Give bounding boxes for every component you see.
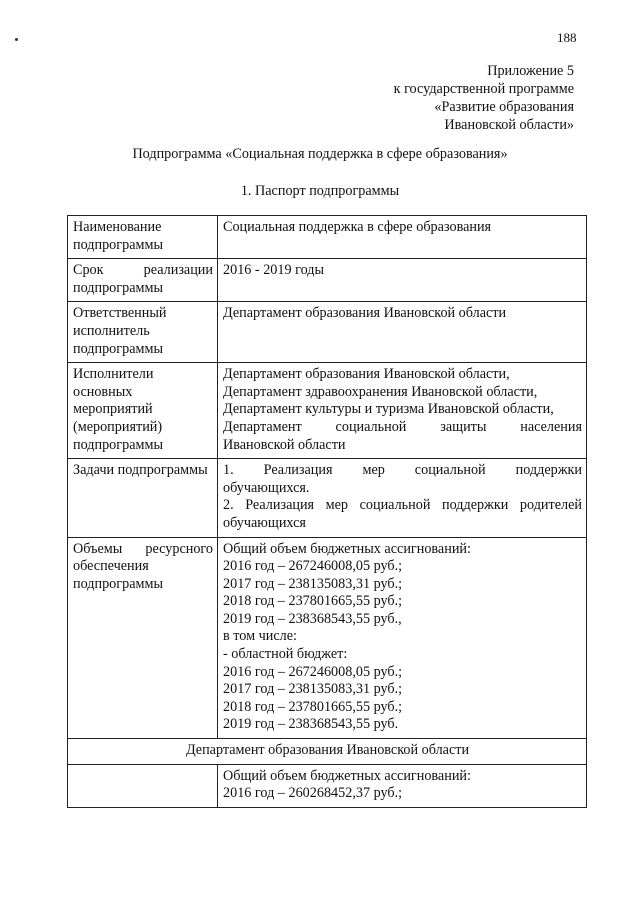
department-header-cell <box>68 739 587 765</box>
annex-line-2: к государственной программе <box>393 81 574 97</box>
subprogram-title: Подпрограмма «Социальная поддержка в сфере образования» <box>132 146 508 162</box>
funding-regional-2018: 2018 год – 237801665,55 руб.; <box>223 698 403 715</box>
table-row-department-header <box>68 739 587 765</box>
term-label-word-1: Срок <box>73 262 104 279</box>
funding-total-2017: 2017 год – 238135083,31 руб.; <box>223 575 403 592</box>
executors-label-line-5: подпрограммы <box>73 436 163 453</box>
table-row-tasks <box>68 459 587 537</box>
funding-label-line-1 <box>73 541 213 559</box>
annex-line-3: «Развитие образования <box>434 99 574 115</box>
annex-header <box>394 62 574 134</box>
funding-label-line-3: подпрограммы <box>73 575 163 592</box>
responsible-label-line-3: подпрограммы <box>73 340 163 357</box>
funding-regional-label: - областной бюджет: <box>223 646 348 663</box>
term-label-cell <box>68 259 218 302</box>
scan-speck <box>15 38 18 41</box>
term-value-cell <box>218 259 587 302</box>
funding-regional-2017: 2017 год – 238135083,31 руб.; <box>223 681 403 698</box>
tasks-label-cell <box>68 459 218 537</box>
responsible-label-line-1: Ответственный <box>73 305 167 322</box>
funding-including: в том числе: <box>223 628 297 645</box>
funding-value-cell <box>218 537 587 739</box>
passport-title: 1. Паспорт подпрограммы <box>240 183 400 199</box>
term-label-line-2: подпрограммы <box>73 279 163 296</box>
term-label-line-1 <box>73 262 213 280</box>
executors-label-line-4: (мероприятий) <box>73 418 163 435</box>
executors-label-cell <box>68 363 218 459</box>
executors-value-line-4: Департамент социальной защиты населения <box>223 418 582 435</box>
executors-value-cell <box>218 363 587 459</box>
funding-label-line-2: обеспечения <box>73 558 149 575</box>
funding-total-2018: 2018 год – 237801665,55 руб.; <box>223 593 403 610</box>
department-total-label: Общий объем бюджетных ассигнований: <box>223 767 471 784</box>
term-value: 2016 - 2019 годы <box>223 262 325 279</box>
funding-label-word-1: Объемы <box>73 540 123 557</box>
funding-total-2019: 2019 год – 238368543,55 руб., <box>223 610 402 627</box>
tasks-value-cell <box>218 459 587 537</box>
executors-value-line-2: Департамент здравоохранения Ивановской области, <box>223 383 538 400</box>
executors-label-line-1: Исполнители <box>73 366 154 383</box>
page-number: 188 <box>557 30 577 45</box>
department-total-2016: 2016 год – 260268452,37 руб.; <box>223 785 403 802</box>
responsible-label-cell <box>68 302 218 363</box>
department-label-cell <box>68 764 218 807</box>
table-row-executors <box>68 363 587 459</box>
table-row-responsible <box>68 302 587 363</box>
department-header: Департамент образования Ивановской области <box>185 742 470 759</box>
executors-value-line-1: Департамент образования Ивановской области, <box>223 366 510 383</box>
table-row-term <box>68 259 587 302</box>
name-label-cell <box>68 216 218 259</box>
name-value: Социальная поддержка в сфере образования <box>223 219 492 235</box>
table-row-department <box>68 764 587 807</box>
annex-line-4: Ивановской области» <box>444 117 574 133</box>
passport-table <box>67 215 587 808</box>
responsible-value-cell <box>218 302 587 363</box>
name-label-line-1: Наименование <box>73 219 162 235</box>
executors-label-line-2: основных <box>73 383 133 400</box>
name-value-cell <box>218 216 587 259</box>
funding-label-cell <box>68 537 218 739</box>
name-label-line-2: подпрограммы <box>73 236 163 253</box>
executors-label-line-3: мероприятий <box>73 401 153 418</box>
responsible-label-line-2: исполнитель <box>73 322 150 339</box>
task-2-line-2: обучающихся <box>223 514 306 531</box>
task-1-line-1: 1. Реализация мер социальной поддержки <box>223 462 582 479</box>
table-row-name <box>68 216 587 259</box>
task-1-line-2: обучающихся. <box>223 479 310 496</box>
term-label-word-2: реализации <box>143 262 213 279</box>
department-value-cell <box>218 764 587 807</box>
tasks-label: Задачи подпрограммы <box>73 462 208 479</box>
table-row-funding <box>68 537 587 739</box>
task-2-line-1: 2. Реализация мер социальной поддержки родителей <box>223 497 582 514</box>
executors-value-line-3: Департамент культуры и туризма Ивановской области, <box>223 401 554 418</box>
funding-total-2016: 2016 год – 267246008,05 руб.; <box>223 558 403 575</box>
responsible-value: Департамент образования Ивановской области <box>223 305 507 322</box>
funding-regional-2019: 2019 год – 238368543,55 руб. <box>223 716 399 733</box>
funding-label-word-2: ресурсного <box>145 540 213 557</box>
annex-line-1: Приложение 5 <box>487 63 574 79</box>
funding-total-label: Общий объем бюджетных ассигнований: <box>223 540 471 557</box>
funding-regional-2016: 2016 год – 267246008,05 руб.; <box>223 663 403 680</box>
executors-value-line-5: Ивановской области <box>223 436 346 453</box>
